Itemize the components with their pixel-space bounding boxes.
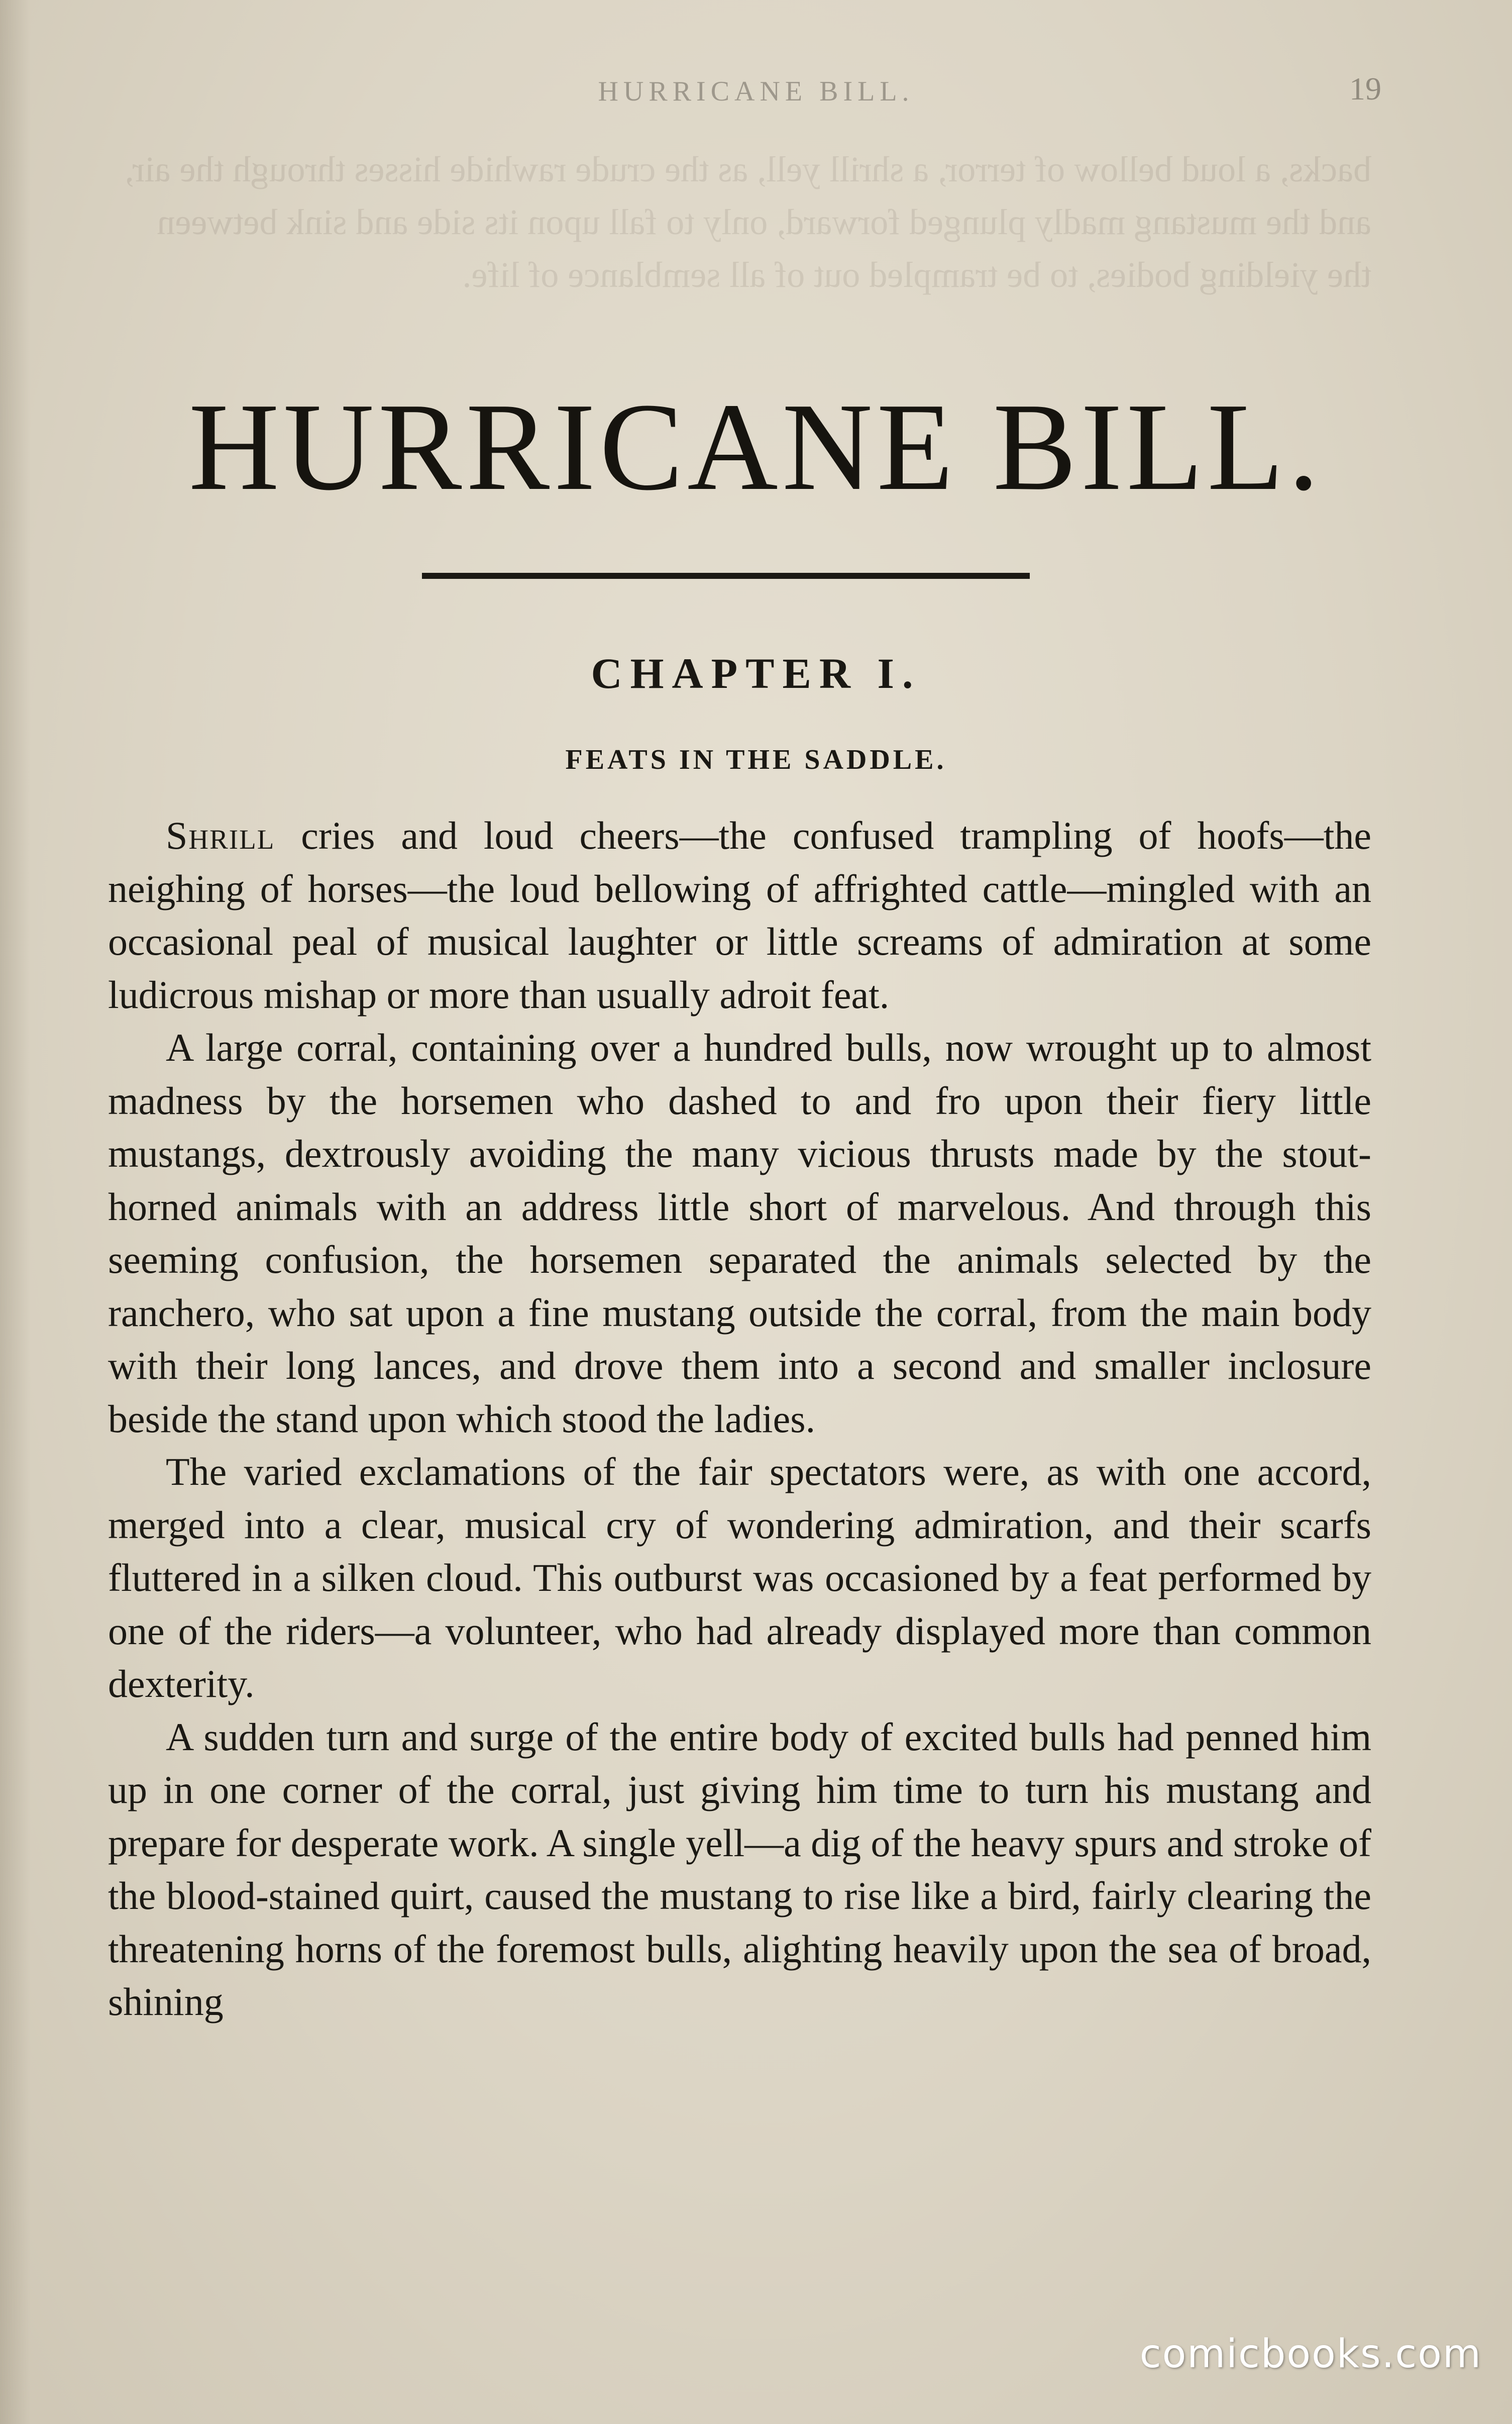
title-rule	[422, 573, 1030, 579]
paragraph-text: A large corral, containing over a hundred bulls, now wrought up to almost madness by the horsemen who dashed to and fro upon their fiery little mustangs, dextrously avoiding the many vicious thrusts made by the stout-horned animals with an address little short of marvelous. And through this seeming confusion, the horsemen separated the animals selected by the ranchero, who sat upon a fine mustang outside the corral, from the main body with their long lances, and drove them into a second and smaller inclosure beside the stand upon which stood the ladies.	[108, 1026, 1371, 1441]
page-number: 19	[1349, 71, 1381, 107]
paragraph-2	[108, 1021, 1371, 1445]
book-title: HURRICANE BILL.	[188, 377, 1324, 517]
chapter-body	[108, 809, 1371, 2029]
paragraph-3	[108, 1445, 1371, 1710]
chapter-heading: CHAPTER I.	[591, 649, 921, 697]
site-watermark: comicbooks.com	[1139, 2332, 1482, 2377]
page-edge-shadow	[0, 0, 30, 2424]
paragraph-text: A sudden turn and surge of the entire body of excited bulls had penned him up in one corner of the corral, just giving him time to turn his mustang and prepare for desperate work. A single yell—a dig of the heavy spurs and stroke of the blood-stained quirt, caused the mustang to rise like a bird, fairly clearing the threatening horns of the foremost bulls, alighting heavily upon the sea of broad, shining	[108, 1714, 1371, 2024]
paragraph-4	[108, 1710, 1371, 2029]
paragraph-text: cries and loud cheers—the confused trampling of hoofs—the neighing of horses—the loud bellowing of affrighted cattle—mingled with an occasional peal of musical laughter or little screams of admiration at some ludicrous mishap or more than usually adroit feat.	[108, 814, 1371, 1017]
chapter-subtitle: FEATS IN THE SADDLE.	[565, 744, 947, 775]
paragraph-lead-word: Shrill	[166, 814, 275, 857]
running-head: HURRICANE BILL.	[598, 76, 914, 107]
paragraph-1	[108, 809, 1371, 1021]
verso-bleed-through: backs, a loud bellow of terror, a shrill yell, as the crude rawhide hisses through the air, and the mustang madly plunged forward, only to fall upon its side and sink between the yielding bodies, to be trampled out of all semblance of life.	[125, 149, 1371, 295]
paragraph-text: The varied exclamations of the fair spectators were, as with one accord, merged into a clear, musical cry of wondering admiration, and their scarfs fluttered in a silken cloud. This outburst was occasioned by a feat performed by one of the riders—a volunteer, who had already displayed more than common dexterity.	[108, 1450, 1371, 1705]
